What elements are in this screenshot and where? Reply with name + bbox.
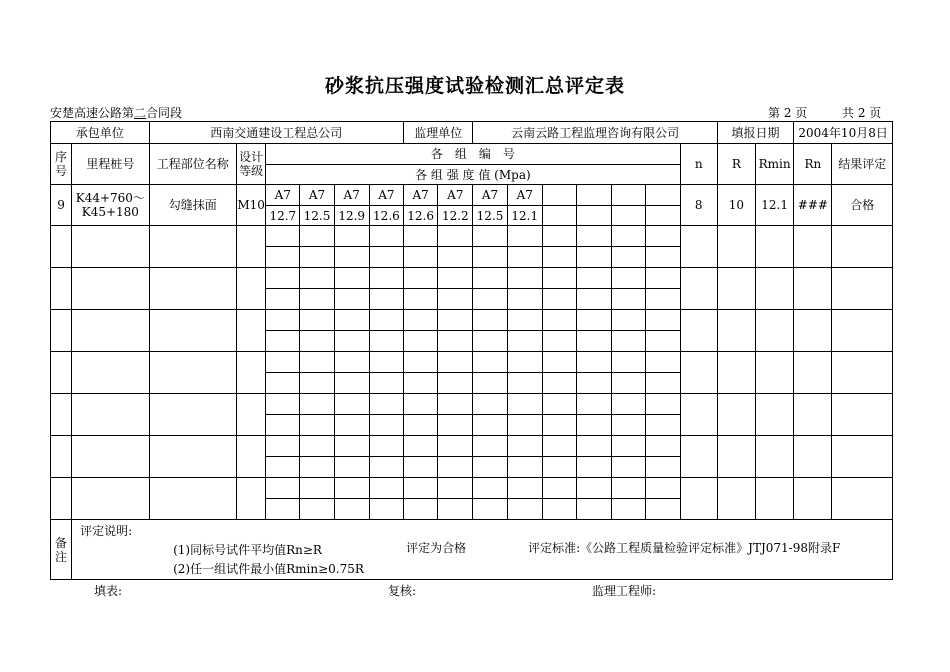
footer-filler: 填表: bbox=[94, 584, 123, 598]
row-result: 合格 bbox=[832, 185, 893, 226]
row-r: 10 bbox=[717, 185, 755, 226]
row-part: 勾缝抹面 bbox=[149, 185, 237, 226]
group-id: A7 bbox=[438, 185, 473, 206]
notes-verdict: 评定为合格 bbox=[406, 541, 467, 555]
row-grade: M10 bbox=[237, 185, 266, 226]
empty-rows bbox=[51, 226, 893, 520]
group-id: A7 bbox=[404, 185, 438, 206]
col-part: 工程部位名称 bbox=[149, 144, 237, 185]
info-row bbox=[51, 122, 893, 144]
strength-value: 12.1 bbox=[507, 206, 542, 226]
col-r: R bbox=[717, 144, 755, 185]
supervisor-value: 云南云路工程监理咨询有限公司 bbox=[473, 122, 717, 144]
col-grade: 设计等级 bbox=[237, 144, 266, 185]
table-row bbox=[51, 478, 893, 499]
group-id: A7 bbox=[300, 185, 334, 206]
strength-value: 12.9 bbox=[334, 206, 369, 226]
row-rmin: 12.1 bbox=[756, 185, 794, 226]
col-group-no: 各 组 编 号 bbox=[266, 144, 680, 165]
page-title: 砂浆抗压强度试验检测汇总评定表 bbox=[324, 75, 625, 97]
contractor-label: 承包单位 bbox=[51, 122, 150, 144]
group-id: A7 bbox=[369, 185, 403, 206]
col-rn: Rn bbox=[794, 144, 832, 185]
notes-line-2: (2)任一组试件最小值Rmin≥0.75R bbox=[173, 562, 364, 576]
notes-heading: 评定说明: bbox=[80, 524, 133, 538]
table-row bbox=[51, 352, 893, 373]
notes-label: 备注 bbox=[51, 520, 72, 580]
col-seq: 序号 bbox=[51, 144, 72, 185]
strength-value: 12.5 bbox=[300, 206, 334, 226]
group-id: A7 bbox=[266, 185, 300, 206]
group-id: A7 bbox=[507, 185, 542, 206]
row-rn: ### bbox=[794, 185, 832, 226]
col-result: 结果评定 bbox=[832, 144, 893, 185]
strength-value: 12.7 bbox=[266, 206, 300, 226]
col-group-strength: 各 组 强 度 值 (Mpa) bbox=[266, 165, 680, 185]
col-mileage: 里程桩号 bbox=[72, 144, 149, 185]
project-section: 安楚高速公路第二合同段 bbox=[50, 106, 183, 120]
table-row bbox=[51, 268, 893, 289]
notes-content bbox=[72, 520, 893, 580]
page-number: 第 2 页 bbox=[768, 106, 808, 120]
strength-value: 12.2 bbox=[438, 206, 473, 226]
date-value: 2004年10月8日 bbox=[794, 122, 893, 144]
notes-line-1: (1)同标号试件平均值Rn≥R bbox=[173, 543, 322, 557]
group-id: A7 bbox=[473, 185, 507, 206]
strength-value: 12.6 bbox=[404, 206, 438, 226]
group-id: A7 bbox=[334, 185, 369, 206]
row-seq: 9 bbox=[51, 185, 72, 226]
col-n: n bbox=[680, 144, 717, 185]
row-n: 8 bbox=[680, 185, 717, 226]
notes-standard: 评定标准:《公路工程质量检验评定标准》JTJ071-98附录F bbox=[528, 541, 841, 555]
table-row bbox=[51, 394, 893, 415]
notes-row bbox=[51, 520, 893, 580]
contractor-value: 西南交通建设工程总公司 bbox=[149, 122, 403, 144]
table-row bbox=[51, 436, 893, 457]
table-row bbox=[51, 185, 893, 206]
footer-reviewer: 复核: bbox=[388, 584, 417, 598]
date-label: 填报日期 bbox=[717, 122, 793, 144]
table-row bbox=[51, 310, 893, 331]
summary-table bbox=[50, 121, 893, 580]
section-number: 二 bbox=[134, 106, 147, 120]
row-mileage: K44+760～ K45+180 bbox=[72, 185, 149, 226]
supervisor-label: 监理单位 bbox=[404, 122, 473, 144]
column-header-row bbox=[51, 144, 893, 165]
footer-engineer: 监理工程师: bbox=[592, 584, 657, 598]
col-rmin: Rmin bbox=[756, 144, 794, 185]
strength-value: 12.5 bbox=[473, 206, 507, 226]
page-total: 共 2 页 bbox=[842, 106, 882, 120]
table-row bbox=[51, 226, 893, 247]
strength-value: 12.6 bbox=[369, 206, 403, 226]
